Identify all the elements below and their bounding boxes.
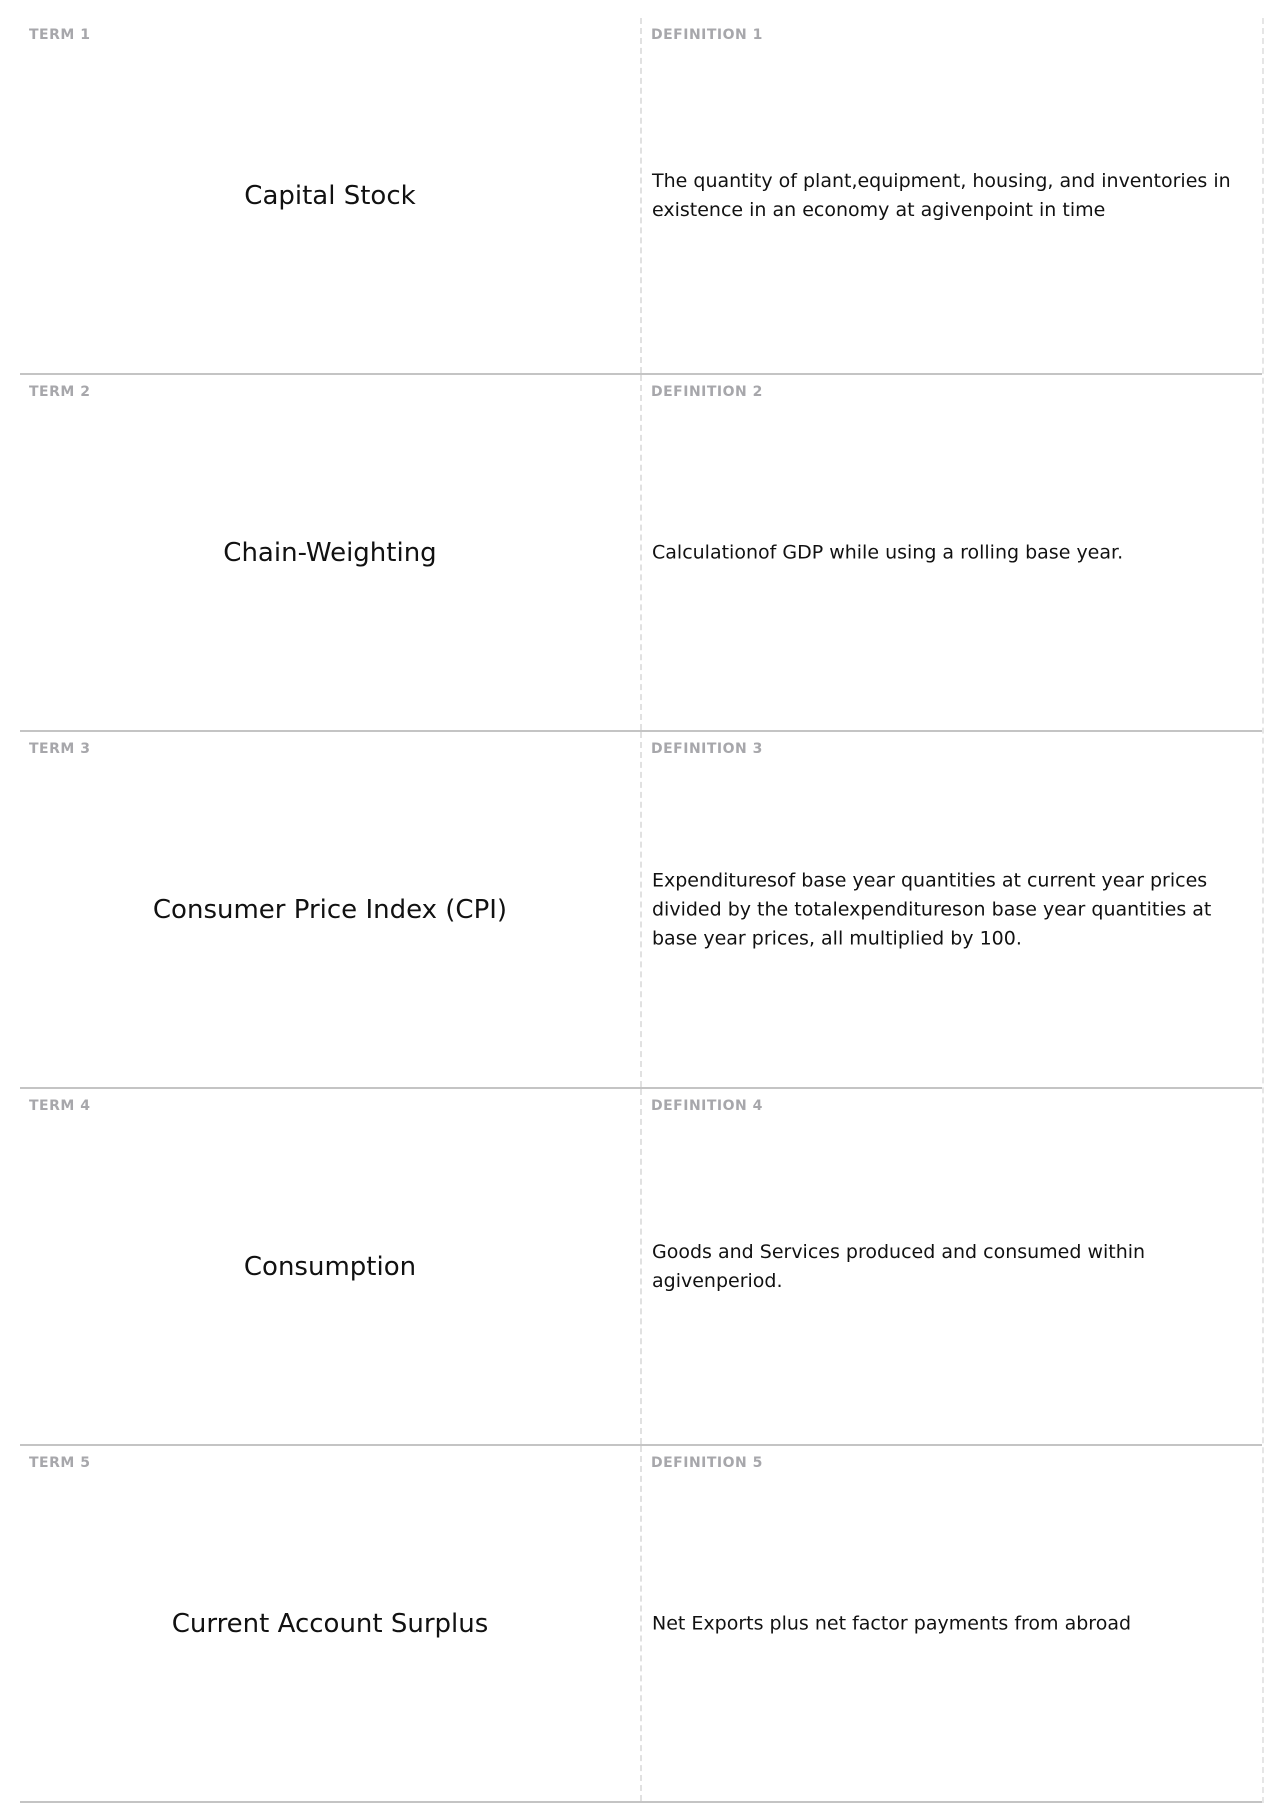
- term-cell: [20, 1089, 642, 1444]
- term-text: Capital Stock: [244, 180, 416, 211]
- flashcard-row: [20, 18, 1262, 375]
- definition-text: Calculationof GDP while using a rolling base year.: [652, 541, 1124, 563]
- flashcard-row: [20, 1089, 1262, 1446]
- definition-text: Net Exports plus net factor payments from abroad: [652, 1612, 1132, 1634]
- term-label: TERM 3: [29, 741, 91, 757]
- definition-cell: [642, 375, 1262, 730]
- definition-text: Goods and Services produced and consumed within agivenperiod.: [652, 1240, 1146, 1292]
- definition-label: DEFINITION 4: [651, 1098, 763, 1114]
- definition-cell: [642, 1089, 1262, 1444]
- term-text: Consumption: [243, 1251, 417, 1282]
- definition-label: DEFINITION 3: [651, 741, 763, 757]
- definition-cell: [642, 1446, 1262, 1801]
- term-text: Consumer Price Index (CPI): [152, 894, 508, 925]
- definition-text: Expendituresof base year quantities at current year prices divided by the totalexpenditureson base year quantities at base year prices, all multiplied by 100.: [652, 869, 1212, 949]
- definition-label: DEFINITION 2: [651, 384, 763, 400]
- term-label: TERM 1: [29, 27, 91, 43]
- term-label: TERM 5: [29, 1455, 91, 1471]
- term-label: TERM 4: [29, 1098, 91, 1114]
- term-cell: [20, 375, 642, 730]
- definition-cell: [642, 18, 1262, 373]
- term-text: Chain-Weighting: [223, 537, 437, 568]
- flashcard-row: [20, 375, 1262, 732]
- flashcard-row: [20, 1446, 1262, 1803]
- term-label: TERM 2: [29, 384, 91, 400]
- definition-label: DEFINITION 1: [651, 27, 763, 43]
- definition-label: DEFINITION 5: [651, 1455, 763, 1471]
- term-cell: [20, 18, 642, 373]
- term-cell: [20, 1446, 642, 1801]
- definition-cell: [642, 732, 1262, 1087]
- flashcard-row: [20, 732, 1262, 1089]
- definition-text: The quantity of plant,equipment, housing, and inventories in existence in an economy at agivenpoint in time: [652, 169, 1231, 221]
- flashcard-sheet: [20, 18, 1264, 1803]
- term-text: Current Account Surplus: [171, 1608, 489, 1639]
- term-cell: [20, 732, 642, 1087]
